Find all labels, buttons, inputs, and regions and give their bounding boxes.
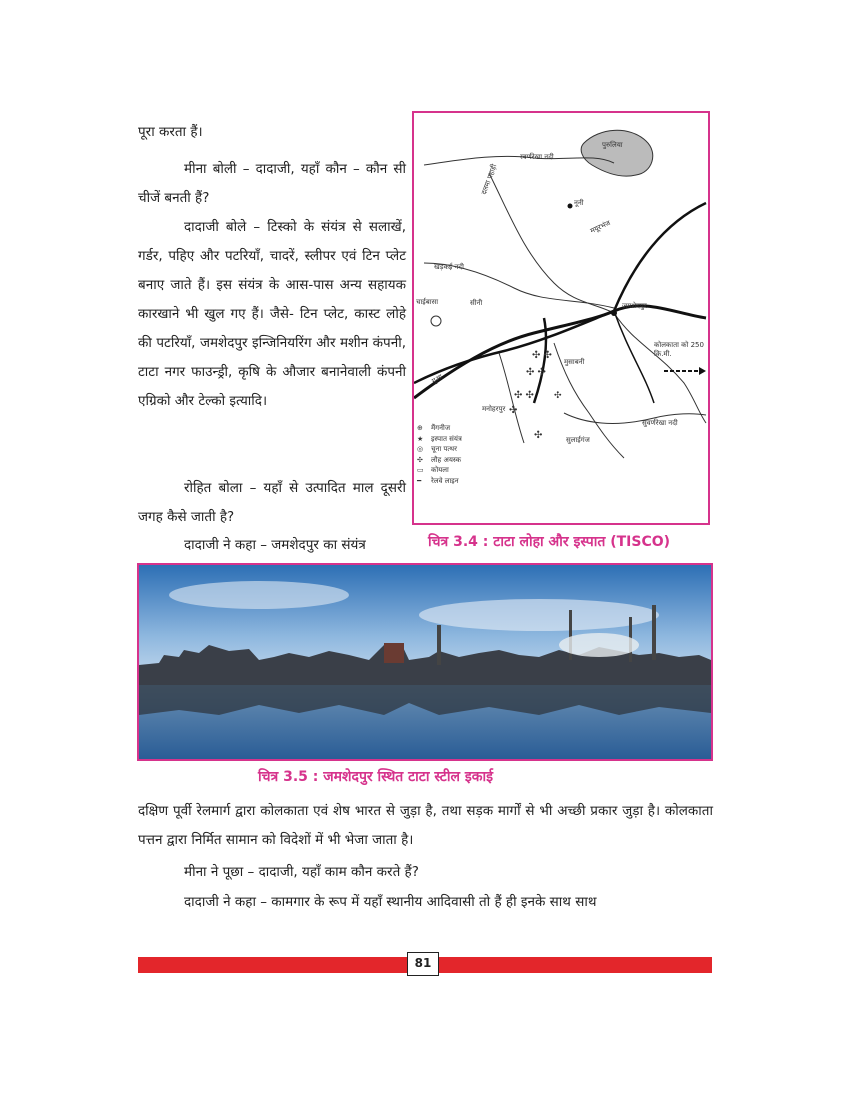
map-legend [417,423,462,486]
photo-drawing [139,565,711,759]
limestone-icon: ◎ [417,445,424,453]
svg-text:✣ ✣: ✣ ✣ [514,390,534,401]
paragraph-dadaji: दादाजी बोले – टिस्को के संयंत्र से सलाखें, गर्डर, पहिए और पटरियाँ, चादरें, स्लीपर एवं टिन प्लेट बनाए जाते हैं। इस संयंत्र के आस-पास अन्य सहायक कारखाने भी खुल गए हैं। जैसे- टिन प्लेट, कास्ट लोहे की पटरियाँ, जमशेदपुर इन्जिनियरिंग और मशीन कंपनी, टाटा नगर फाउन्ड्री, कृषि के औजार बनानेवाली कंपनी एग्रिको और टेल्को इत्यादि। [138,219,406,409]
map-label-left-river: खड़कई नदी [434,263,464,271]
manganese-icon: ⊕ [417,424,423,432]
page-number: 81 [407,952,439,976]
paragraph-railway: दक्षिण पूर्वी रेलमार्ग द्वारा कोलकाता एवं शेष भारत से जुड़ा है, तथा सड़क मार्गों से भी अच्छी प्रकार जुड़ा है। कोलकाता पत्तन द्वारा निर्मित सामान को विदेशों में भी भेजा जाता है। [138,803,713,848]
map-label-musabani: मुसाबनी [564,358,585,366]
map-label-gua: गुआ [430,372,445,386]
svg-text:✣: ✣ [509,405,518,416]
legend-item [417,476,462,487]
map-label-mayurbhanj: मयूरभंज [589,218,612,236]
map-label-purulia: पुरुलिया [602,141,623,149]
text-line-p1: पूरा करता हैं। [138,124,203,140]
svg-text:✣ ✣: ✣ ✣ [526,367,546,378]
map-label-chaibasa: चाईबासा [416,298,439,306]
paragraph-meena-question: मीना ने पूछा – दादाजी, यहाँ काम कौन करते हैं? [184,864,419,880]
railway-icon: ━ [417,476,422,485]
paragraph-meena: मीना बोली – दादाजी, यहाँ कौन – कौन सी चीजें बनती हैं? [138,161,406,206]
map-caption: चित्र 3.4 : टाटा लोहा और इस्पात (TISCO) [428,534,671,550]
legend-label: लौह अयस्क [431,455,462,464]
legend-item [417,455,462,466]
paragraph-dadaji-answer: दादाजी ने कहा – कामगार के रूप में यहाँ स्थानीय आदिवासी तो हैं ही इनके साथ साथ [184,894,597,910]
iron-ore-icon: ✣ [417,455,423,464]
map-label-top-river: स्वर्णरेखा नदी [520,153,554,161]
paragraph-dadaji-2: दादाजी ने कहा – जमशेदपुर का संयंत्र [184,537,366,553]
legend-item [417,423,462,434]
map-label-kolkata: कोलकाता को 250 कि.मी. [654,341,704,358]
map-label-manoharpur: मनोहरपुर [482,405,506,413]
legend-label: रेलवे लाइन [431,476,459,485]
legend-item [417,465,462,476]
map-label-nooni: नूनी [574,199,584,207]
map-label-dalma: दलमा पहाड़ी [480,163,499,196]
svg-text:✣: ✣ [554,391,562,401]
coal-icon: ▭ [417,466,424,474]
map-label-right-river: सुवर्णरेखा नदी [642,419,678,427]
legend-label: मैंगनीज [431,424,451,432]
svg-text:✣ ✣: ✣ ✣ [532,350,552,361]
map-label-sulaiganj: सुलाईगंज [566,436,590,444]
legend-label: चूना पत्थर [431,445,457,453]
legend-label: इस्पात संयंत्र [431,434,462,443]
photo-caption: चित्र 3.5 : जमशेदपुर स्थित टाटा स्टील इकाई [258,769,493,785]
steel-plant-photo [137,563,713,761]
legend-label: कोयला [431,466,449,474]
map-label-jamshedpur: जमशेदपुर [622,302,647,310]
svg-text:✣: ✣ [534,430,543,441]
paragraph-rohit: रोहित बोला – यहाँ से उत्पादित माल दूसरी जगह कैसे जाती है? [138,480,406,525]
legend-item [417,434,462,445]
map-label-sini: सीनी [470,299,483,307]
legend-item [417,444,462,455]
steel-plant-icon: ★ [417,434,424,443]
